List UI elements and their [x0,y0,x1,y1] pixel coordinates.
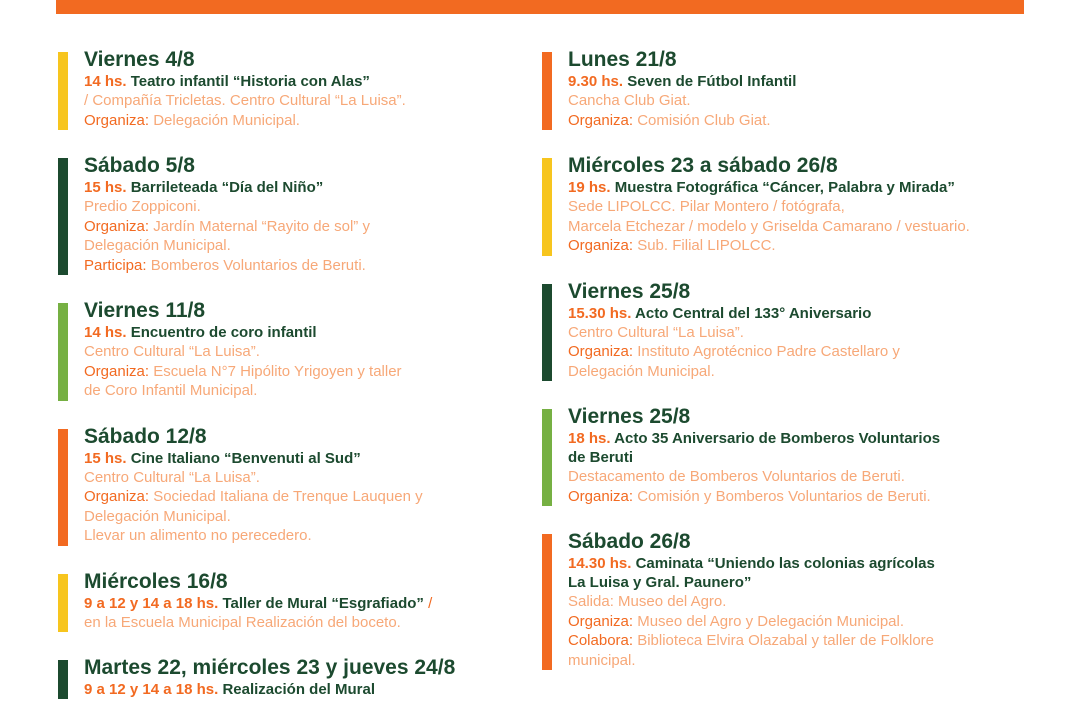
event-headline [84,680,528,699]
event-headline [84,72,528,91]
detail-text: Instituto Agrotécnico Padre Castellaro y [633,343,900,360]
event-detail-line: de Coro Infantil Municipal. [84,382,258,399]
top-banner-bar [56,0,1024,14]
event-detail-line [568,111,1042,131]
event-detail-line [84,256,528,276]
detail-text: Escuela N°7 Hipólito Yrigoyen y taller [149,362,402,380]
event-date: Miércoles 23 a sábado 26/8 [568,154,838,177]
event-headline [568,72,1042,91]
event-headline [568,554,1042,573]
event-detail-line: Cancha Club Giat. [568,92,691,109]
event-detail-line: en la Escuela Municipal Realización del boceto. [84,613,401,631]
event-detail-line [84,487,528,507]
detail-text: Comisión Club Giat. [633,111,771,129]
detail-label: Organiza: [568,237,634,254]
event-detail-line: Marcela Etchezar / modelo y Griselda Camarano / vestuario. [568,217,970,235]
event-detail-line: Delegación Municipal. [84,237,231,254]
event-color-bar [58,660,68,699]
event-color-bar [58,158,68,275]
event-color-bar [542,409,552,506]
event-headline [84,178,528,197]
event-time: 14.30 hs. [568,555,632,572]
detail-label: Organiza: [84,217,150,235]
event-block [542,405,1042,506]
event-time: 14 hs. [84,324,127,341]
event-headline [568,178,1042,197]
event-detail-line: Centro Cultural “La Luisa”. [84,343,260,360]
detail-label: Colabora: [568,632,634,649]
event-detail-line [568,342,1042,362]
event-time: 9 a 12 y 14 a 18 hs. [84,594,219,612]
event-date: Sábado 5/8 [84,154,195,177]
event-block [542,280,1042,382]
events-column-left [58,48,528,723]
event-date: Martes 22, miércoles 23 y jueves 24/8 [84,656,456,679]
event-color-bar [542,534,552,670]
event-detail-line [84,111,528,131]
event-color-bar [58,303,68,401]
event-headline [84,449,528,468]
event-date: Lunes 21/8 [568,48,677,71]
event-color-bar [542,158,552,256]
detail-label: Organiza: [568,487,634,505]
event-color-bar [58,429,68,546]
event-date: Sábado 26/8 [568,530,691,553]
event-title-line2: de Beruti [568,449,634,466]
event-block [58,656,528,699]
event-time: 18 hs. [568,430,611,447]
event-block [542,530,1042,670]
events-column-right [542,48,1042,694]
detail-label: Organiza: [568,111,634,129]
event-detail-line: municipal. [568,651,636,669]
event-title: Acto Central del 133° Aniversario [635,304,872,322]
event-date: Viernes 4/8 [84,48,195,71]
event-detail-line: Centro Cultural “La Luisa”. [568,323,744,341]
event-time: 19 hs. [568,179,611,196]
detail-text: Delegación Municipal. [149,111,300,129]
detail-label: Participa: [84,256,147,274]
event-title-suffix: / [423,594,433,612]
event-time: 9 a 12 y 14 a 18 hs. [84,681,219,698]
event-block [542,154,1042,256]
detail-text: Bomberos Voluntarios de Beruti. [146,256,366,274]
event-title: Caminata “Uniendo las colonias agrícolas [635,555,935,572]
event-date: Miércoles 16/8 [84,569,228,593]
event-title: Seven de Fútbol Infantil [627,73,797,90]
event-detail-line [568,612,1042,632]
event-detail-line: Centro Cultural “La Luisa”. [84,468,260,486]
event-block [58,48,528,130]
event-block [542,48,1042,130]
event-detail-line [84,217,528,237]
event-detail-line: Llevar un alimento no perecedero. [84,527,312,544]
event-time: 15 hs. [84,179,127,196]
event-title: Realización del Mural [222,681,375,698]
event-date: Viernes 25/8 [568,279,691,303]
event-detail-line: Destacamento de Bomberos Voluntarios de Beruti. [568,468,905,485]
event-detail-line: Predio Zoppiconi. [84,198,201,215]
event-title: Teatro infantil “Historia con Alas” [130,73,370,90]
event-color-bar [542,52,552,130]
event-date: Viernes 25/8 [568,405,691,428]
event-time: 14 hs. [84,73,127,90]
event-color-bar [542,284,552,382]
event-headline [568,429,1042,448]
event-detail-line [568,631,1042,651]
event-time: 15 hs. [84,449,127,467]
event-detail-line: Delegación Municipal. [84,507,231,525]
detail-text: Jardín Maternal “Rayito de sol” y [149,217,370,235]
event-time: 9.30 hs. [568,73,624,90]
event-block [58,425,528,546]
event-detail-line [84,362,528,382]
event-title-line2: La Luisa y Gral. Paunero” [568,574,752,591]
event-color-bar [58,574,68,633]
event-detail-line: Delegación Municipal. [568,362,715,380]
detail-label: Organiza: [84,362,150,380]
event-headline [84,323,528,342]
event-block [58,154,528,275]
detail-text: Biblioteca Elvira Olazabal y taller de Folklore [633,632,935,649]
detail-text: Museo del Agro y Delegación Municipal. [633,612,905,630]
event-headline [84,594,528,613]
event-block [58,299,528,401]
event-title: Encuentro de coro infantil [130,324,317,341]
event-color-bar [58,52,68,130]
event-headline [568,304,1042,323]
detail-text: Comisión y Bomberos Voluntarios de Beruti. [633,487,931,505]
event-block [58,570,528,633]
event-title: Cine Italiano “Benvenuti al Sud” [130,449,361,467]
event-title: Taller de Mural “Esgrafiado” [222,594,424,612]
event-date: Sábado 12/8 [84,424,207,448]
event-title: Muestra Fotográfica “Cáncer, Palabra y Mirada” [614,179,955,196]
detail-text: Sociedad Italiana de Trenque Lauquen y [149,488,423,505]
event-time: 15.30 hs. [568,304,632,322]
detail-label: Organiza: [568,343,634,360]
event-detail-line [568,236,1042,256]
detail-text: Sub. Filial LIPOLCC. [633,237,776,254]
event-detail-line: Salida: Museo del Agro. [568,593,727,610]
event-detail-line: Sede LIPOLCC. Pilar Montero / fotógrafa, [568,198,845,215]
detail-label: Organiza: [84,111,150,129]
event-detail-line [568,487,1042,507]
event-detail-line: / Compañía Tricletas. Centro Cultural “La Luisa”. [84,92,406,109]
detail-label: Organiza: [84,488,150,505]
event-title: Acto 35 Aniversario de Bomberos Voluntarios [614,430,941,447]
event-title: Barrileteada “Día del Niño” [130,179,324,196]
detail-label: Organiza: [568,612,634,630]
event-date: Viernes 11/8 [84,299,206,322]
